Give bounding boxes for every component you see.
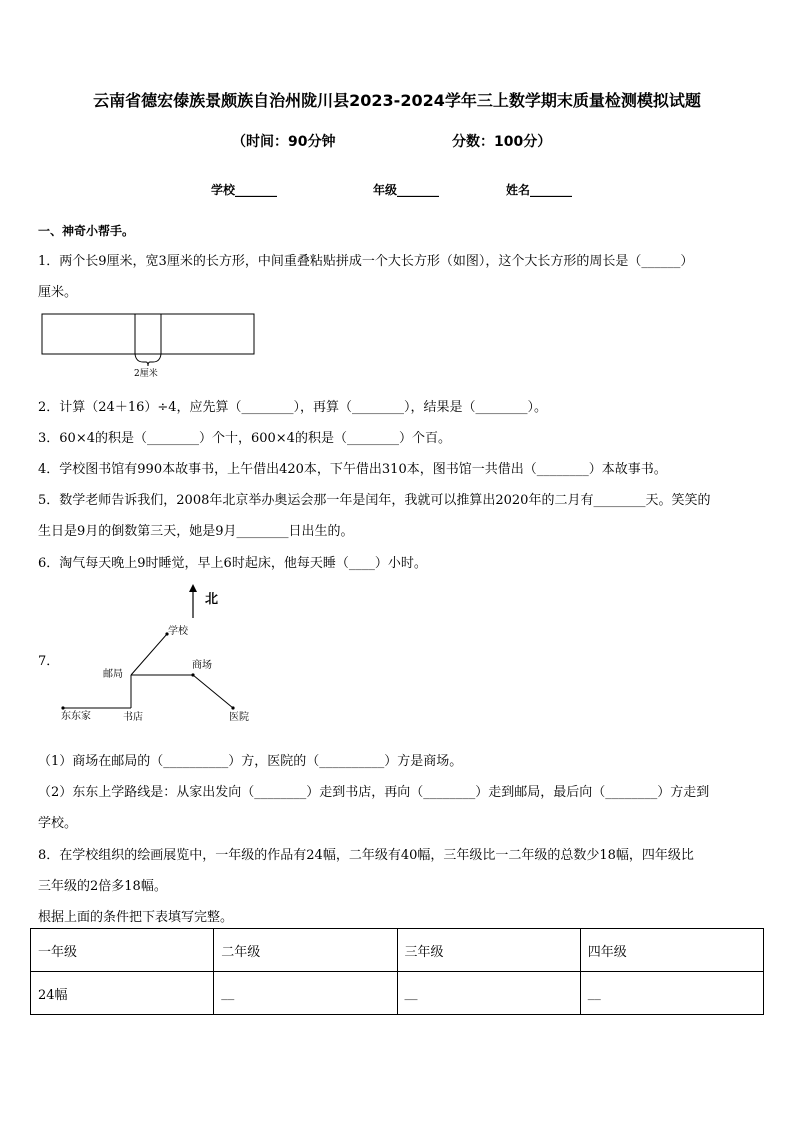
question-7-sub1: （1）商场在邮局的（__________）方，医院的（__________）方是商场。 — [38, 754, 463, 769]
name-field[interactable]: 姓名_______ — [506, 183, 573, 197]
overlap-width-label: 2厘米 — [134, 369, 158, 379]
question-7-sub2: （2）东东上学路线是：从家出发向（________）走到书店，再向（________）走到邮局，最后向（________）方走到 — [38, 785, 710, 800]
grades-table — [30, 928, 764, 1015]
header-cell: 二年级 — [214, 929, 397, 972]
question-5-text: 5．数学老师告诉我们，2008年北京举办奥运会那一年是闰年，我就可以推算出2020年的二月有________天。笑笑的 — [38, 493, 711, 508]
school-label: 学校 — [168, 626, 188, 637]
question-6-text: 6．淘气每天晚上9时睡觉，早上6时起床，他每天睡（____）小时。 — [38, 556, 427, 571]
direction-map — [55, 582, 265, 727]
exam-score: 分数：100分） — [452, 134, 552, 150]
header-cell: 一年级 — [31, 929, 214, 972]
north-arrow-head — [189, 584, 197, 592]
header-cell: 三年级 — [397, 929, 580, 972]
page-title: 云南省德宏傣族景颇族自治州陇川县2023-2024学年三上数学期末质量检测模拟试题 — [93, 91, 701, 110]
question-8-instruction: 根据上面的条件把下表填写完整。 — [38, 910, 234, 925]
mall-label: 商场 — [192, 660, 212, 671]
question-1-text-cont: 厘米。 — [38, 285, 78, 300]
grade-field[interactable]: 年级_______ — [373, 183, 440, 197]
question-5-text-cont: 生日是9月的倒数第三天，她是9月________日出生的。 — [38, 524, 354, 539]
mall-point — [191, 673, 194, 676]
header-cell: 四年级 — [580, 929, 763, 972]
road-mall-to-hospital — [193, 675, 233, 708]
question-7-number: 7． — [38, 654, 60, 669]
post-office-label: 邮局 — [103, 669, 123, 680]
hospital-point — [231, 706, 234, 709]
combined-rectangle — [42, 314, 254, 354]
rectangle-overlap-figure — [40, 312, 260, 382]
road-post-to-school — [131, 634, 167, 675]
table-header-row — [31, 929, 764, 972]
question-8-text-cont: 三年级的2倍多18幅。 — [38, 879, 167, 894]
table-row — [31, 972, 764, 1015]
bookstore-label: 书店 — [123, 712, 143, 723]
section-heading: 一、神奇小帮手。 — [38, 224, 135, 238]
question-4-text: 4．学校图书馆有990本故事书，上午借出420本，下午借出310本，图书馆一共借出（________）本故事书。 — [38, 462, 667, 477]
north-label: 北 — [205, 592, 219, 607]
question-7-sub2-cont: 学校。 — [38, 816, 78, 831]
question-1-text: 1．两个长9厘米，宽3厘米的长方形，中间重叠粘贴拼成一个大长方形（如图），这个大长方形的周长是（______） — [38, 254, 694, 269]
question-2-text: 2．计算（24＋16）÷4，应先算（________），再算（________），结果是（________）。 — [38, 400, 548, 415]
answer-cell[interactable]: __ — [580, 972, 763, 1015]
home-point — [61, 706, 64, 709]
table-cell: 24幅 — [31, 972, 214, 1015]
overlap-brace — [135, 354, 161, 366]
question-3-text: 3．60×4的积是（________）个十，600×4的积是（________）个百。 — [38, 431, 451, 446]
exam-time: （时间：90分钟 — [232, 134, 336, 150]
hospital-label: 医院 — [229, 712, 249, 723]
answer-cell[interactable]: __ — [397, 972, 580, 1015]
question-8-text: 8．在学校组织的绘画展览中，一年级的作品有24幅，二年级有40幅，三年级比一二年级的总数少18幅，四年级比 — [38, 848, 694, 863]
school-field[interactable]: 学校_______ — [211, 183, 278, 197]
home-label: 东东家 — [61, 711, 91, 722]
answer-cell[interactable]: __ — [214, 972, 397, 1015]
